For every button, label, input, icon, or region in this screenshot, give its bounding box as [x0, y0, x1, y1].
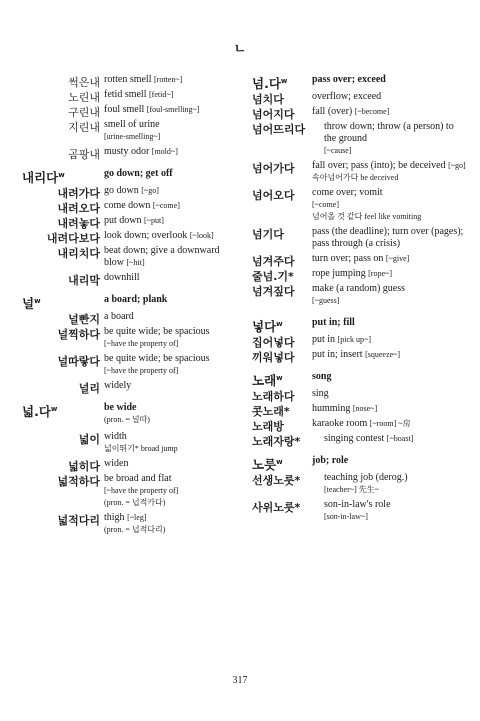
entry: [22, 215, 237, 230]
definition: go down; get off: [104, 168, 173, 179]
gloss: [~go]: [448, 161, 466, 170]
gloss: [rotten~]: [154, 75, 183, 84]
entry: [22, 353, 237, 377]
entry: [22, 230, 237, 245]
definition: song: [312, 371, 332, 382]
entry-group-neomda: [252, 74, 466, 307]
entry: [22, 431, 237, 455]
right-column: [252, 74, 466, 533]
headword: 노래자랑*: [252, 435, 301, 448]
definition: fall (over): [312, 106, 353, 117]
definition: pass over; exceed: [312, 74, 386, 85]
headword: 널찍하다: [57, 328, 100, 341]
headword: 집어넣다: [252, 336, 295, 349]
entry-group-neota: [252, 317, 466, 364]
entry: [252, 472, 466, 496]
pronunciation: (pron. = 널따): [104, 415, 150, 424]
entry: [22, 458, 237, 473]
headword: 끼워넣다: [252, 351, 295, 364]
definition: musty odor: [104, 146, 150, 157]
headword: 내리치다: [57, 247, 100, 260]
gloss: [~come]: [152, 201, 180, 210]
page-number: 317: [232, 675, 248, 686]
headword: 노린내: [68, 91, 100, 104]
definition: pass (the deadline); turn over (pages); pass through (a crisis): [312, 226, 464, 249]
definition: downhill: [104, 272, 140, 283]
entry: [22, 89, 237, 104]
headword: 곰팡내: [68, 148, 100, 161]
definition: come down: [104, 200, 151, 211]
entry: [252, 334, 466, 349]
headword: 널빤지: [68, 313, 100, 326]
entry: [252, 187, 466, 223]
headword: 콧노래*: [252, 405, 290, 418]
gloss: [nose~]: [352, 404, 378, 413]
gloss: [squeeze~]: [365, 350, 401, 359]
example: 넘어올 것 같다 feel like vomiting: [312, 212, 422, 221]
main-entry: [22, 294, 237, 311]
gloss: [~come]: [312, 200, 339, 209]
gloss: [~have the property of]: [104, 486, 179, 495]
page-letter: ㄴ: [233, 41, 247, 56]
entry-group-neolda: [22, 402, 237, 536]
gloss: [rope~]: [368, 269, 392, 278]
headword: 넘어가다: [252, 162, 295, 175]
entry: [22, 326, 237, 350]
gloss: [~leg]: [127, 513, 147, 522]
headword: 선생노릇*: [252, 474, 301, 487]
definition: overflow; exceed: [312, 91, 382, 102]
headword: 넓이: [78, 433, 100, 446]
definition: put in; insert: [312, 349, 363, 360]
gloss: [urine-smelling~]: [104, 132, 161, 141]
headword: 넓적다리: [57, 514, 100, 527]
gloss: [teacher~] 先生~: [324, 485, 380, 494]
entry-group-norae: [252, 371, 466, 448]
definition: look down; overlook: [104, 230, 188, 241]
main-entry: [252, 455, 466, 472]
definition: come over; vomit: [312, 187, 383, 198]
definition: make (a random) guess: [312, 283, 406, 294]
entry: [252, 433, 466, 448]
headword: 널$^w$: [22, 296, 41, 311]
definition: singing contest: [324, 433, 385, 444]
definition: beat down; give a downward blow: [104, 245, 220, 268]
definition: job; role: [312, 455, 349, 466]
headword: 넘겨짚다: [252, 285, 295, 298]
entry: [252, 106, 466, 121]
definition: foul smell: [104, 104, 145, 115]
entry: [22, 512, 237, 536]
gloss: [~cause]: [324, 146, 352, 155]
entry: [22, 119, 237, 143]
headword: 넘겨주다: [252, 255, 295, 268]
headword: 노래하다: [252, 390, 295, 403]
headword: 내려놓다: [57, 217, 100, 230]
gloss: [~room] ~房: [369, 419, 411, 428]
gloss: [~become]: [354, 107, 390, 116]
headword: 구린내: [68, 106, 100, 119]
entry: [252, 268, 466, 283]
main-entry: [22, 168, 237, 185]
gloss: [~put]: [144, 216, 164, 225]
pronunciation: (pron. = 넙적다리): [104, 525, 166, 534]
definition: widen: [104, 458, 129, 469]
entry: [252, 91, 466, 106]
definition: go down: [104, 185, 139, 196]
headword: 널리: [78, 382, 100, 395]
definition: rope jumping: [312, 268, 366, 279]
example: 넓이뛰기* broad jump: [104, 444, 178, 453]
definition: fall over; pass (into); be deceived: [312, 160, 446, 171]
headword: 넘.다$^w$: [252, 76, 288, 91]
entry: [252, 403, 466, 418]
headword: 노래$^w$: [252, 373, 283, 388]
headword: 내려다보다: [46, 232, 100, 245]
entry-group-naerida: [22, 168, 237, 287]
definition: humming: [312, 403, 351, 414]
headword: 넓히다: [68, 460, 100, 473]
gloss: [~go]: [141, 186, 159, 195]
gloss: [~give]: [385, 254, 410, 263]
definition: son-in-law's role: [324, 499, 391, 510]
headword: 지린내: [68, 121, 100, 134]
headword: 노래방: [252, 420, 284, 433]
headword: 넘어뜨리다: [252, 123, 306, 136]
main-entry: [22, 402, 237, 426]
gloss: [son-in-law~]: [324, 512, 368, 521]
entry: [22, 380, 237, 395]
entry: [252, 349, 466, 364]
left-column: [22, 74, 237, 546]
definition: put down: [104, 215, 142, 226]
main-entry: [252, 371, 466, 388]
headword: 줄넘.기*: [252, 270, 294, 283]
definition: rotten smell: [104, 74, 152, 85]
definition: smell of urine: [104, 119, 160, 130]
headword: 널따랗다: [57, 355, 100, 368]
definition: turn over; pass on: [312, 253, 384, 264]
main-entry: [252, 317, 466, 334]
definition: a board: [104, 311, 134, 322]
entry: [22, 272, 237, 287]
definition: be quite wide; be spacious: [104, 326, 210, 337]
pronunciation: (pron. = 넙적카다): [104, 498, 166, 507]
gloss: [pick up~]: [337, 335, 371, 344]
entry: [252, 226, 466, 250]
entry: [22, 473, 237, 509]
entry: [252, 160, 466, 184]
definition: a board; plank: [104, 294, 168, 305]
definition: throw down; throw (a person) to the ground: [324, 121, 454, 144]
headword: 넘어지다: [252, 108, 295, 121]
headword: 넣다$^w$: [252, 319, 283, 334]
definition: teaching job (derog.): [324, 472, 408, 483]
definition: thigh: [104, 512, 125, 523]
headword: 노릇$^w$: [252, 457, 283, 472]
gloss: [~have the property of]: [104, 339, 179, 348]
entry: [252, 388, 466, 403]
entry-group-smells: [22, 74, 237, 161]
gloss: [~look]: [189, 231, 214, 240]
definition: karaoke room: [312, 418, 368, 429]
entry: [22, 104, 237, 119]
definition: widely: [104, 380, 132, 391]
entry: [252, 499, 466, 523]
gloss: [fetid~]: [149, 90, 174, 99]
headword: 넘치다: [252, 93, 284, 106]
entry-group-noreut: [252, 455, 466, 523]
definition: width: [104, 431, 127, 442]
entry: [22, 74, 237, 89]
headword: 사위노릇*: [252, 501, 301, 514]
headword: 넘기다: [252, 228, 284, 241]
headword: 썩은내: [68, 76, 100, 89]
headword: 넓적하다: [57, 475, 100, 488]
definition: be wide: [104, 402, 137, 413]
gloss: [mold~]: [151, 147, 178, 156]
gloss: [~have the property of]: [104, 366, 179, 375]
gloss: [foul-smelling~]: [146, 105, 200, 114]
entry: [22, 146, 237, 161]
headword: 넘어오다: [252, 189, 295, 202]
entry: [252, 283, 466, 307]
entry-group-neol: [22, 294, 237, 395]
definition: sing: [312, 388, 329, 399]
entry: [22, 311, 237, 326]
gloss: [~guess]: [312, 296, 340, 305]
definition: put in: [312, 334, 336, 345]
entry: [252, 121, 466, 157]
headword: 넓.다$^w$: [22, 404, 58, 419]
entry: [22, 185, 237, 200]
definition: put in; fill: [312, 317, 355, 328]
definition: be quite wide; be spacious: [104, 353, 210, 364]
headword: 내려오다: [57, 202, 100, 215]
entry: [252, 418, 466, 433]
gloss: [~boast]: [386, 434, 414, 443]
main-entry: [252, 74, 466, 91]
definition: be broad and flat: [104, 473, 172, 484]
headword: 내리막: [68, 274, 100, 287]
entry: [22, 200, 237, 215]
gloss: [~hit]: [126, 258, 145, 267]
definition: fetid smell: [104, 89, 147, 100]
headword: 내려가다: [57, 187, 100, 200]
headword: 내리다$^w$: [22, 170, 65, 185]
entry: [22, 245, 237, 269]
entry: [252, 253, 466, 268]
example: 속아넘어가다 be deceived: [312, 173, 399, 182]
